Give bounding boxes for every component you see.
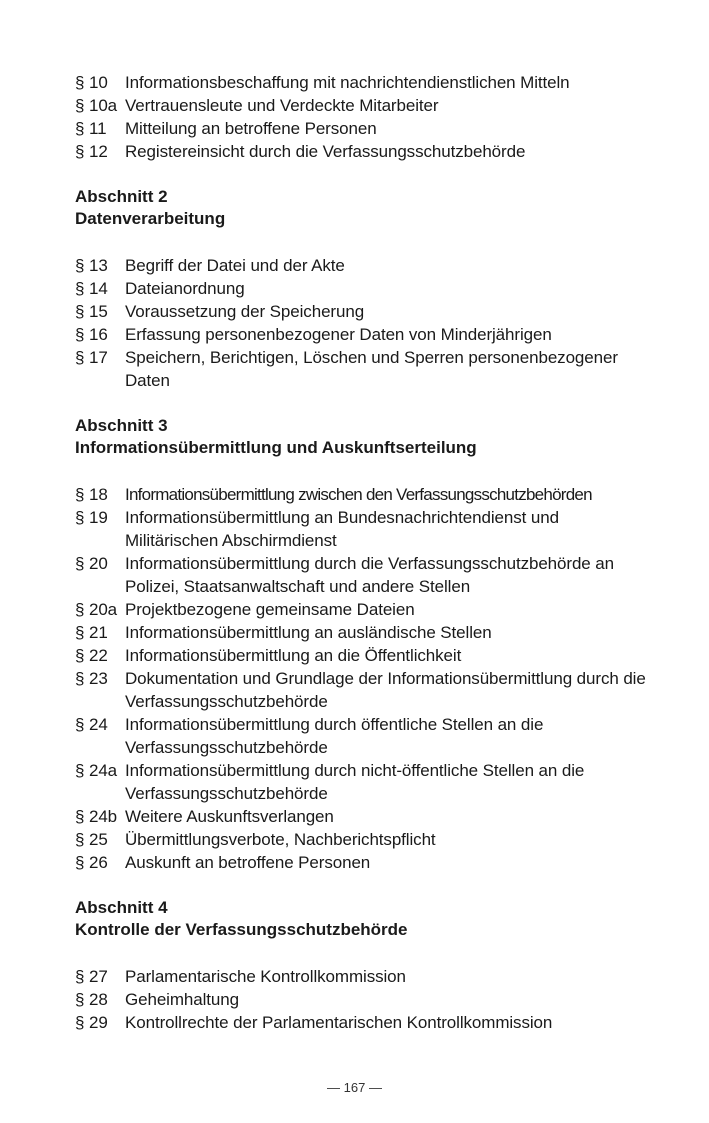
toc-entry [75,300,655,323]
section-title: Informationsübermittlung und Auskunftserteilung [75,438,477,457]
toc-entry [75,851,655,874]
section-heading [75,186,655,230]
toc-entry [75,644,655,667]
paragraph-title: Informationsübermittlung an ausländische Stellen [125,623,492,642]
paragraph-title: Weitere Auskunftsverlangen [125,807,334,826]
paragraph-title: Dokumentation und Grundlage der Informationsübermittlung durch die Verfassungsschutzbehörde [125,669,646,711]
section-number: Abschnitt 2 [75,187,168,206]
paragraph-title: Informationsbeschaffung mit nachrichtendienstlichen Mitteln [125,73,570,92]
paragraph-number: § 20a [75,600,118,619]
paragraph-title: Registereinsicht durch die Verfassungsschutzbehörde [125,142,526,161]
paragraph-number: § 13 [75,256,108,275]
page-number: — 167 — [327,1080,382,1095]
paragraph-number: § 23 [75,669,108,688]
paragraph-number: § 11 [75,119,107,138]
paragraph-title: Informationsübermittlung durch nicht-öffentliche Stellen an die Verfassungsschutzbehörde [125,761,585,803]
toc-entry [75,1011,655,1034]
paragraph-title: Begriff der Datei und der Akte [125,256,345,275]
paragraph-title: Kontrollrechte der Parlamentarischen Kontrollkommission [125,1013,553,1032]
paragraph-number: § 29 [75,1013,108,1032]
toc-entry [75,598,655,621]
paragraph-number: § 22 [75,646,108,665]
section-number: Abschnitt 4 [75,898,168,917]
section-title: Datenverarbeitung [75,209,226,228]
paragraph-number: § 20 [75,554,108,573]
toc-entry [75,965,655,988]
section-heading [75,897,655,941]
paragraph-number: § 21 [75,623,108,642]
toc-entry [75,483,655,506]
paragraph-title: Übermittlungsverbote, Nachberichtspflicht [125,830,436,849]
paragraph-title: Informationsübermittlung an die Öffentlichkeit [125,646,462,665]
paragraph-title: Mitteilung an betroffene Personen [125,119,377,138]
paragraph-title: Vertrauensleute und Verdeckte Mitarbeiter [125,96,439,115]
paragraph-title: Projektbezogene gemeinsame Dateien [125,600,415,619]
paragraph-title: Erfassung personenbezogener Daten von Minderjährigen [125,325,552,344]
toc-entry [75,140,655,163]
toc-entry [75,71,655,94]
toc-entry [75,621,655,644]
paragraph-number: § 24b [75,807,118,826]
paragraph-title: Informationsübermittlung zwischen den Verfassungsschutzbehörden [125,485,592,504]
paragraph-number: § 27 [75,967,108,986]
paragraph-title: Dateianordnung [125,279,245,298]
paragraph-number: § 25 [75,830,108,849]
paragraph-number: § 24a [75,761,118,780]
paragraph-title: Informationsübermittlung durch öffentliche Stellen an die Verfassungsschutzbehörde [125,715,544,757]
toc-entry [75,323,655,346]
toc-entry [75,346,655,392]
paragraph-number: § 26 [75,853,108,872]
section-number: Abschnitt 3 [75,416,168,435]
paragraph-number: § 18 [75,485,108,504]
paragraph-title: Speichern, Berichtigen, Löschen und Sperren personenbezogener Daten [125,348,618,390]
paragraph-number: § 17 [75,348,108,367]
table-of-contents [75,71,655,1034]
paragraph-title: Informationsübermittlung an Bundesnachrichtendienst und Militärischen Abschirmdienst [125,508,559,550]
paragraph-number: § 24 [75,715,108,734]
toc-entry [75,254,655,277]
toc-entry [75,552,655,598]
toc-entry [75,94,655,117]
paragraph-number: § 16 [75,325,108,344]
paragraph-number: § 10a [75,96,118,115]
paragraph-title: Parlamentarische Kontrollkommission [125,967,406,986]
section-title: Kontrolle der Verfassungsschutzbehörde [75,920,408,939]
toc-entry [75,117,655,140]
paragraph-title: Voraussetzung der Speicherung [125,302,365,321]
toc-entry [75,988,655,1011]
toc-entry [75,277,655,300]
toc-entry [75,828,655,851]
paragraph-title: Informationsübermittlung durch die Verfassungsschutzbehörde an Polizei, Staatsanwaltschaft und andere Stellen [125,554,614,596]
toc-entry [75,805,655,828]
paragraph-number: § 15 [75,302,108,321]
toc-entry [75,506,655,552]
paragraph-title: Auskunft an betroffene Personen [125,853,371,872]
toc-entry [75,713,655,759]
section-heading [75,415,655,459]
paragraph-number: § 12 [75,142,108,161]
paragraph-number: § 10 [75,73,108,92]
paragraph-number: § 28 [75,990,108,1009]
toc-entry [75,759,655,805]
paragraph-number: § 14 [75,279,108,298]
paragraph-number: § 19 [75,508,108,527]
paragraph-title: Geheimhaltung [125,990,239,1009]
toc-entry [75,667,655,713]
